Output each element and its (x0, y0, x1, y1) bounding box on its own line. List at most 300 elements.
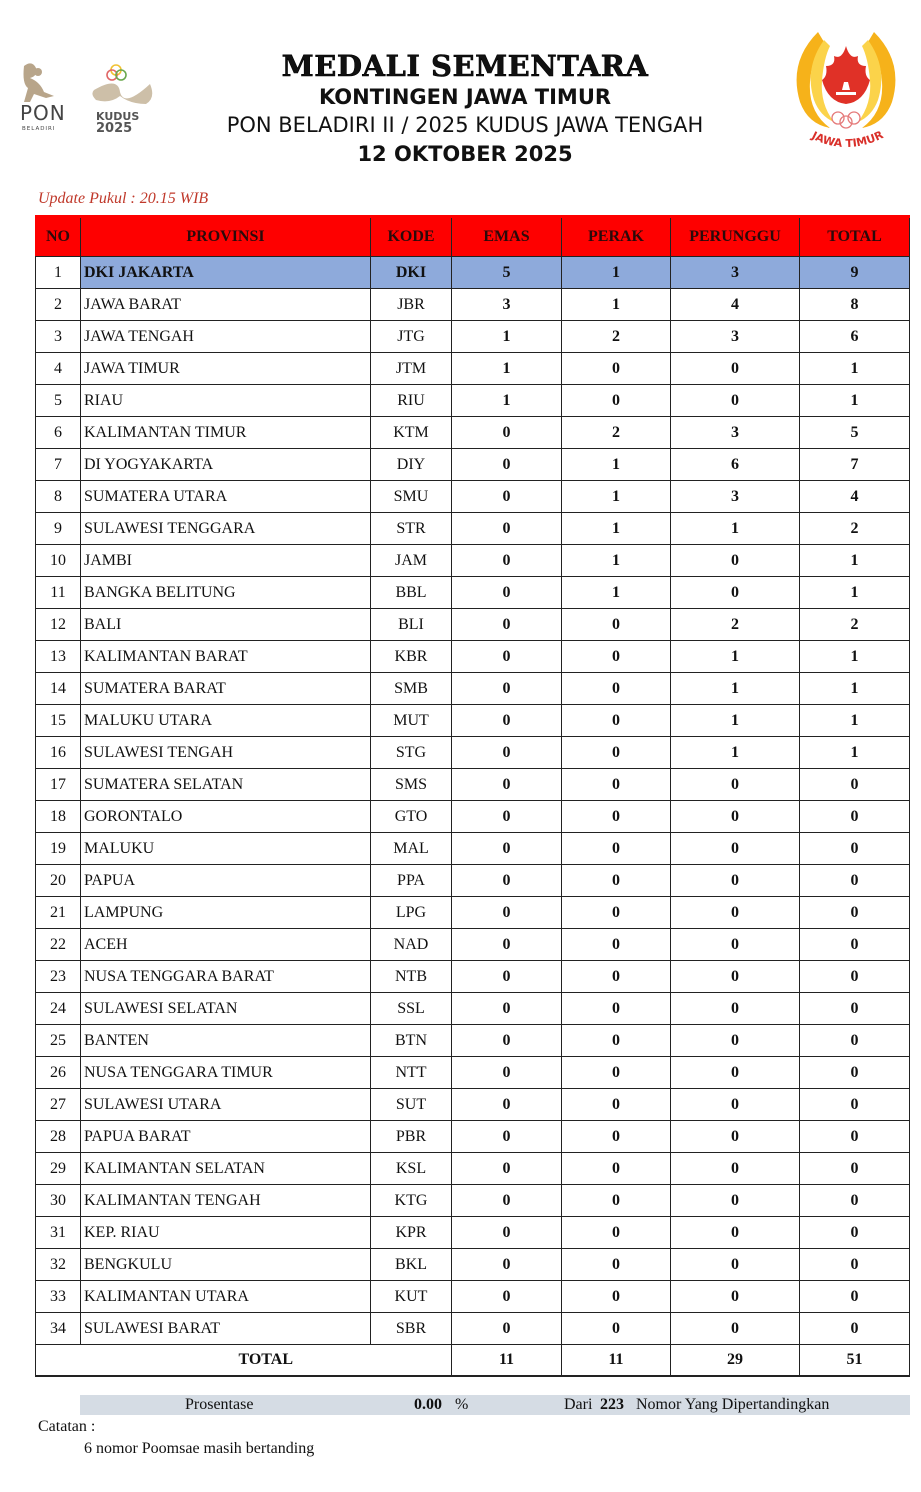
cell-emas: 0 (452, 673, 562, 705)
cell-perak: 0 (562, 1153, 671, 1185)
cell-perunggu: 0 (671, 865, 800, 897)
cell-perunggu: 0 (671, 545, 800, 577)
cell-total: 1 (800, 385, 910, 417)
cell-perunggu: 0 (671, 897, 800, 929)
prosentase-bar (80, 1395, 910, 1415)
cell-kode: NTT (371, 1057, 452, 1089)
cell-no: 28 (36, 1121, 81, 1153)
cell-emas: 0 (452, 929, 562, 961)
cell-perunggu: 0 (671, 833, 800, 865)
cell-total: 0 (800, 865, 910, 897)
cell-kode: PPA (371, 865, 452, 897)
medal-table-body (36, 257, 910, 1345)
title-block (200, 48, 730, 169)
cell-perunggu: 3 (671, 417, 800, 449)
cell-kode: PBR (371, 1121, 452, 1153)
cell-no: 34 (36, 1313, 81, 1345)
cell-provinsi: SUMATERA UTARA (81, 481, 371, 513)
cell-total: 0 (800, 929, 910, 961)
cell-no: 5 (36, 385, 81, 417)
cell-provinsi: RIAU (81, 385, 371, 417)
cell-emas: 0 (452, 865, 562, 897)
cell-kode: KUT (371, 1281, 452, 1313)
medal-table (35, 215, 910, 1377)
table-row (36, 289, 910, 321)
table-row (36, 993, 910, 1025)
cell-perak: 0 (562, 609, 671, 641)
cell-perak: 1 (562, 577, 671, 609)
cell-provinsi: NUSA TENGGARA TIMUR (81, 1057, 371, 1089)
table-row (36, 1057, 910, 1089)
cell-perak: 0 (562, 1281, 671, 1313)
cell-kode: BLI (371, 609, 452, 641)
cell-no: 20 (36, 865, 81, 897)
cell-perak: 0 (562, 1057, 671, 1089)
cell-kode: GTO (371, 801, 452, 833)
cell-perak: 0 (562, 1217, 671, 1249)
catatan-item: 6 nomor Poomsae masih bertanding (84, 1440, 315, 1457)
event-name: PON BELADIRI II / 2025 KUDUS JAWA TENGAH (226, 113, 704, 137)
cell-provinsi: BANTEN (81, 1025, 371, 1057)
cell-kode: BTN (371, 1025, 452, 1057)
cell-no: 31 (36, 1217, 81, 1249)
cell-total: 6 (800, 321, 910, 353)
cell-no: 10 (36, 545, 81, 577)
cell-kode: MUT (371, 705, 452, 737)
cell-perak: 0 (562, 929, 671, 961)
cell-no: 21 (36, 897, 81, 929)
table-row (36, 1249, 910, 1281)
cell-no: 24 (36, 993, 81, 1025)
cell-provinsi: DI YOGYAKARTA (81, 449, 371, 481)
cell-kode: JAM (371, 545, 452, 577)
col-header-kode: KODE (371, 217, 452, 257)
pon-beladiri-logo (18, 58, 158, 138)
cell-emas: 0 (452, 705, 562, 737)
cell-perak: 0 (562, 385, 671, 417)
cell-total: 2 (800, 609, 910, 641)
cell-provinsi: JAWA TIMUR (81, 353, 371, 385)
cell-perak: 0 (562, 1025, 671, 1057)
cell-provinsi: ACEH (81, 929, 371, 961)
cell-perak: 0 (562, 865, 671, 897)
col-header-total: TOTAL (800, 217, 910, 257)
cell-emas: 0 (452, 737, 562, 769)
cell-no: 1 (36, 257, 81, 289)
table-row (36, 385, 910, 417)
cell-provinsi: SUMATERA SELATAN (81, 769, 371, 801)
koni-jawa-timur-logo (790, 26, 902, 158)
cell-no: 6 (36, 417, 81, 449)
cell-emas: 0 (452, 1217, 562, 1249)
table-row (36, 449, 910, 481)
table-row (36, 1185, 910, 1217)
cell-emas: 0 (452, 993, 562, 1025)
table-row (36, 929, 910, 961)
cell-provinsi: SULAWESI BARAT (81, 1313, 371, 1345)
prosentase-value: 0.00 (414, 1396, 442, 1413)
table-row (36, 769, 910, 801)
cell-total: 0 (800, 1153, 910, 1185)
cell-perunggu: 0 (671, 1217, 800, 1249)
table-row (36, 673, 910, 705)
table-row (36, 1281, 910, 1313)
cell-emas: 5 (452, 257, 562, 289)
cell-kode: SBR (371, 1313, 452, 1345)
col-header-no: NO (36, 217, 81, 257)
table-header-row (36, 217, 910, 257)
cell-emas: 0 (452, 1281, 562, 1313)
cell-kode: DKI (371, 257, 452, 289)
cell-no: 19 (36, 833, 81, 865)
table-row (36, 577, 910, 609)
cell-emas: 0 (452, 961, 562, 993)
table-row (36, 833, 910, 865)
cell-total: 1 (800, 705, 910, 737)
cell-perunggu: 1 (671, 641, 800, 673)
pon-beladiri-kudus-logo-icon (18, 58, 158, 138)
cell-perak: 0 (562, 993, 671, 1025)
cell-provinsi: BANGKA BELITUNG (81, 577, 371, 609)
cell-perak: 2 (562, 417, 671, 449)
cell-emas: 0 (452, 417, 562, 449)
cell-emas: 3 (452, 289, 562, 321)
table-row (36, 1153, 910, 1185)
total-total: 51 (800, 1345, 910, 1377)
table-row (36, 1217, 910, 1249)
cell-total: 0 (800, 1217, 910, 1249)
cell-total: 1 (800, 353, 910, 385)
cell-provinsi: SULAWESI UTARA (81, 1089, 371, 1121)
cell-perunggu: 1 (671, 705, 800, 737)
cell-total: 0 (800, 897, 910, 929)
cell-kode: SMB (371, 673, 452, 705)
prosentase-unit: % (455, 1396, 469, 1413)
cell-perunggu: 6 (671, 449, 800, 481)
total-label: TOTAL (81, 1345, 452, 1377)
col-header-perunggu: PERUNGGU (671, 217, 800, 257)
cell-kode: MAL (371, 833, 452, 865)
cell-emas: 0 (452, 449, 562, 481)
total-spacer (36, 1345, 81, 1377)
svg-text:JAWA TIMUR: JAWA TIMUR (809, 128, 886, 151)
cell-kode: NTB (371, 961, 452, 993)
svg-text:PON: PON (20, 101, 66, 125)
cell-emas: 0 (452, 1185, 562, 1217)
cell-kode: JTM (371, 353, 452, 385)
cell-total: 0 (800, 961, 910, 993)
cell-perunggu: 0 (671, 1185, 800, 1217)
cell-emas: 0 (452, 1025, 562, 1057)
cell-no: 13 (36, 641, 81, 673)
cell-total: 0 (800, 1249, 910, 1281)
cell-total: 0 (800, 1281, 910, 1313)
cell-perak: 1 (562, 545, 671, 577)
report-date: 12 OKTOBER 2025 (357, 142, 573, 166)
cell-no: 3 (36, 321, 81, 353)
cell-perak: 0 (562, 961, 671, 993)
cell-total: 4 (800, 481, 910, 513)
cell-no: 22 (36, 929, 81, 961)
table-row (36, 961, 910, 993)
cell-provinsi: SULAWESI SELATAN (81, 993, 371, 1025)
table-row (36, 481, 910, 513)
cell-total: 7 (800, 449, 910, 481)
dari-suffix: Nomor Yang Dipertandingkan (636, 1396, 830, 1413)
cell-kode: SUT (371, 1089, 452, 1121)
cell-kode: KPR (371, 1217, 452, 1249)
table-row (36, 321, 910, 353)
cell-no: 8 (36, 481, 81, 513)
cell-no: 29 (36, 1153, 81, 1185)
table-row (36, 1025, 910, 1057)
page-title: MEDALI SEMENTARA (281, 49, 649, 83)
cell-provinsi: GORONTALO (81, 801, 371, 833)
cell-perak: 0 (562, 705, 671, 737)
cell-no: 12 (36, 609, 81, 641)
cell-perak: 0 (562, 1089, 671, 1121)
cell-kode: SSL (371, 993, 452, 1025)
cell-provinsi: DKI JAKARTA (81, 257, 371, 289)
cell-total: 0 (800, 833, 910, 865)
cell-provinsi: KALIMANTAN BARAT (81, 641, 371, 673)
cell-no: 30 (36, 1185, 81, 1217)
cell-emas: 0 (452, 1057, 562, 1089)
cell-kode: STR (371, 513, 452, 545)
cell-perunggu: 0 (671, 1121, 800, 1153)
catatan-label: Catatan : (38, 1418, 96, 1435)
cell-perunggu: 0 (671, 1089, 800, 1121)
total-emas: 11 (452, 1345, 562, 1377)
cell-total: 1 (800, 577, 910, 609)
cell-perunggu: 0 (671, 1249, 800, 1281)
table-row (36, 1121, 910, 1153)
cell-perak: 1 (562, 289, 671, 321)
cell-total: 0 (800, 993, 910, 1025)
cell-perunggu: 0 (671, 577, 800, 609)
cell-total: 1 (800, 545, 910, 577)
cell-no: 23 (36, 961, 81, 993)
cell-provinsi: SULAWESI TENGAH (81, 737, 371, 769)
cell-total: 0 (800, 1057, 910, 1089)
cell-perak: 0 (562, 897, 671, 929)
cell-perak: 0 (562, 833, 671, 865)
cell-perunggu: 0 (671, 929, 800, 961)
cell-total: 1 (800, 641, 910, 673)
cell-perak: 0 (562, 801, 671, 833)
cell-emas: 0 (452, 513, 562, 545)
cell-total: 1 (800, 737, 910, 769)
cell-perunggu: 0 (671, 801, 800, 833)
total-row (36, 1345, 910, 1377)
cell-kode: KBR (371, 641, 452, 673)
cell-kode: RIU (371, 385, 452, 417)
col-header-provinsi: PROVINSI (81, 217, 371, 257)
cell-kode: STG (371, 737, 452, 769)
koni-jawa-timur-logo-icon (790, 26, 902, 158)
cell-total: 1 (800, 673, 910, 705)
col-header-perak: PERAK (562, 217, 671, 257)
svg-text:2025: 2025 (96, 121, 133, 136)
cell-provinsi: KALIMANTAN SELATAN (81, 1153, 371, 1185)
cell-emas: 0 (452, 609, 562, 641)
cell-kode: DIY (371, 449, 452, 481)
cell-perak: 0 (562, 1121, 671, 1153)
svg-text:KUDUS: KUDUS (96, 110, 140, 123)
cell-provinsi: NUSA TENGGARA BARAT (81, 961, 371, 993)
cell-kode: KSL (371, 1153, 452, 1185)
dari-prefix: Dari (564, 1396, 593, 1413)
cell-kode: KTM (371, 417, 452, 449)
cell-kode: NAD (371, 929, 452, 961)
cell-no: 9 (36, 513, 81, 545)
cell-no: 18 (36, 801, 81, 833)
cell-emas: 0 (452, 641, 562, 673)
cell-emas: 0 (452, 1089, 562, 1121)
cell-kode: BKL (371, 1249, 452, 1281)
cell-provinsi: KALIMANTAN TIMUR (81, 417, 371, 449)
cell-provinsi: JAWA BARAT (81, 289, 371, 321)
cell-emas: 0 (452, 1121, 562, 1153)
cell-perunggu: 4 (671, 289, 800, 321)
cell-no: 27 (36, 1089, 81, 1121)
cell-perunggu: 3 (671, 321, 800, 353)
cell-provinsi: JAMBI (81, 545, 371, 577)
cell-kode: SMU (371, 481, 452, 513)
contingent-subtitle: KONTINGEN JAWA TIMUR (318, 85, 612, 109)
cell-no: 2 (36, 289, 81, 321)
cell-perunggu: 0 (671, 769, 800, 801)
cell-emas: 0 (452, 801, 562, 833)
cell-perunggu: 0 (671, 1025, 800, 1057)
cell-perunggu: 0 (671, 961, 800, 993)
cell-perunggu: 1 (671, 737, 800, 769)
cell-perak: 1 (562, 513, 671, 545)
cell-perunggu: 1 (671, 513, 800, 545)
cell-provinsi: MALUKU (81, 833, 371, 865)
table-row (36, 609, 910, 641)
cell-perunggu: 0 (671, 993, 800, 1025)
cell-total: 0 (800, 1313, 910, 1345)
total-perunggu: 29 (671, 1345, 800, 1377)
cell-perak: 1 (562, 449, 671, 481)
cell-provinsi: JAWA TENGAH (81, 321, 371, 353)
cell-total: 0 (800, 769, 910, 801)
cell-kode: JTG (371, 321, 452, 353)
cell-emas: 0 (452, 1153, 562, 1185)
cell-total: 0 (800, 1089, 910, 1121)
cell-no: 15 (36, 705, 81, 737)
prosentase-label: Prosentase (185, 1396, 254, 1413)
cell-perunggu: 0 (671, 1153, 800, 1185)
cell-emas: 1 (452, 385, 562, 417)
cell-perak: 0 (562, 1313, 671, 1345)
cell-perak: 0 (562, 353, 671, 385)
cell-perunggu: 0 (671, 385, 800, 417)
cell-emas: 0 (452, 769, 562, 801)
table-row (36, 641, 910, 673)
cell-total: 0 (800, 801, 910, 833)
table-row (36, 737, 910, 769)
cell-perunggu: 0 (671, 1281, 800, 1313)
cell-provinsi: KALIMANTAN UTARA (81, 1281, 371, 1313)
cell-perak: 0 (562, 769, 671, 801)
cell-total: 9 (800, 257, 910, 289)
cell-provinsi: KEP. RIAU (81, 1217, 371, 1249)
cell-perak: 0 (562, 641, 671, 673)
cell-provinsi: SUMATERA BARAT (81, 673, 371, 705)
table-row (36, 353, 910, 385)
cell-total: 8 (800, 289, 910, 321)
cell-provinsi: PAPUA (81, 865, 371, 897)
table-row (36, 865, 910, 897)
cell-perak: 0 (562, 1185, 671, 1217)
cell-no: 14 (36, 673, 81, 705)
cell-emas: 0 (452, 1249, 562, 1281)
cell-perunggu: 3 (671, 257, 800, 289)
cell-total: 5 (800, 417, 910, 449)
cell-perunggu: 2 (671, 609, 800, 641)
total-perak: 11 (562, 1345, 671, 1377)
table-row (36, 1089, 910, 1121)
cell-emas: 0 (452, 481, 562, 513)
cell-perunggu: 1 (671, 673, 800, 705)
cell-emas: 0 (452, 577, 562, 609)
nomor-count: 223 (600, 1396, 624, 1413)
cell-perak: 2 (562, 321, 671, 353)
cell-perunggu: 0 (671, 353, 800, 385)
cell-kode: BBL (371, 577, 452, 609)
table-row (36, 545, 910, 577)
cell-kode: KTG (371, 1185, 452, 1217)
cell-no: 33 (36, 1281, 81, 1313)
cell-provinsi: BENGKULU (81, 1249, 371, 1281)
cell-kode: JBR (371, 289, 452, 321)
table-row (36, 257, 910, 289)
cell-no: 16 (36, 737, 81, 769)
cell-kode: LPG (371, 897, 452, 929)
cell-no: 7 (36, 449, 81, 481)
table-row (36, 1313, 910, 1345)
cell-total: 0 (800, 1121, 910, 1153)
cell-no: 32 (36, 1249, 81, 1281)
cell-provinsi: SULAWESI TENGGARA (81, 513, 371, 545)
cell-perak: 1 (562, 481, 671, 513)
cell-provinsi: BALI (81, 609, 371, 641)
svg-text:BELADIRI: BELADIRI (22, 126, 56, 132)
cell-no: 11 (36, 577, 81, 609)
table-row (36, 705, 910, 737)
cell-emas: 1 (452, 353, 562, 385)
cell-perunggu: 3 (671, 481, 800, 513)
cell-provinsi: KALIMANTAN TENGAH (81, 1185, 371, 1217)
table-row (36, 417, 910, 449)
cell-provinsi: LAMPUNG (81, 897, 371, 929)
cell-emas: 0 (452, 833, 562, 865)
update-time: Update Pukul : 20.15 WIB (38, 190, 209, 207)
table-row (36, 897, 910, 929)
cell-perak: 1 (562, 257, 671, 289)
cell-perunggu: 0 (671, 1057, 800, 1089)
cell-emas: 1 (452, 321, 562, 353)
cell-total: 0 (800, 1185, 910, 1217)
table-row (36, 801, 910, 833)
cell-total: 2 (800, 513, 910, 545)
cell-perak: 0 (562, 673, 671, 705)
cell-perunggu: 0 (671, 1313, 800, 1345)
cell-perak: 0 (562, 737, 671, 769)
cell-no: 26 (36, 1057, 81, 1089)
